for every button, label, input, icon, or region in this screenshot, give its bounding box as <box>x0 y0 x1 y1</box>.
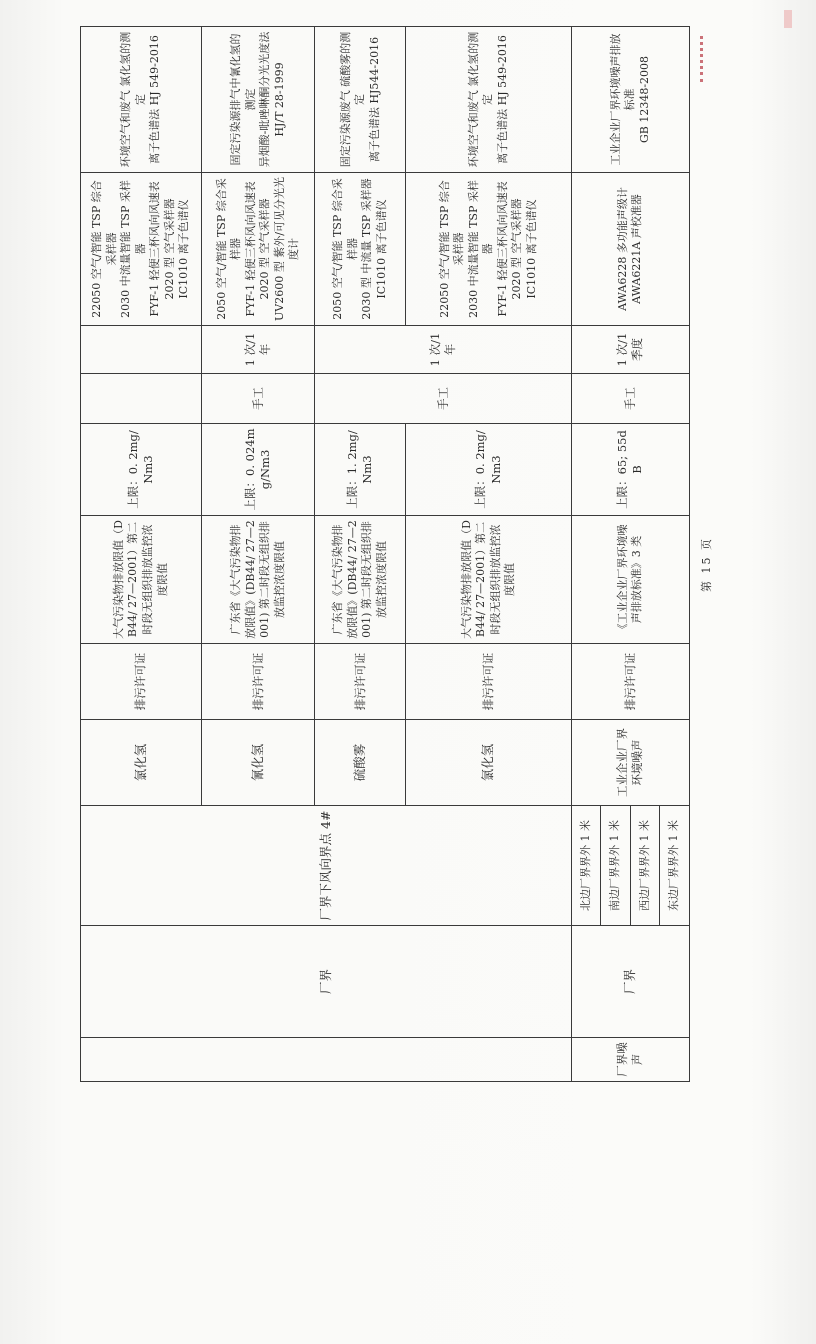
pollutant-cell: 氯化氢 <box>81 720 202 806</box>
limit-cell: 上限：0. 024mg/Nm3 <box>201 424 314 516</box>
noise-instruments-cell: AWA6228 多功能声级计 AWA6221A 声校准器 <box>571 173 689 326</box>
noise-frequency-cell: 1 次/1 季度 <box>571 326 689 374</box>
method-type-cell-empty <box>81 374 202 424</box>
frequency-cell-empty <box>81 326 202 374</box>
page-number: 第 15 页 <box>700 537 713 592</box>
standard-cell: 大气污染物排放限值（DB44/ 27—2001）第二时段无组织排放监控浓度限值 <box>406 516 572 644</box>
instruments-cell: 2050 空气/智能 TSP 综合采样器 FYF-1 轻便三杯风向风速表 2020 型 空气采样器 UV2600 型 紫外/可见分光光度计 <box>201 173 314 326</box>
noise-method-type-cell: 手工 <box>571 374 689 424</box>
instruments-cell: 22050 空气/智能 TSP 综合采样器 2030 中流量智能 TSP 采样器 FYF-1 轻便三杯风向风速表 2020 型 空气采样器 IC1010 离子色谱仪 <box>81 173 202 326</box>
noise-method-cell: 工业企业厂界环境噪声排放标准 GB 12348-2008 <box>571 27 689 173</box>
limit-cell: 上限：0. 2mg/Nm3 <box>406 424 572 516</box>
monitoring-table <box>80 26 690 1082</box>
noise-location-cell: 厂界 <box>571 926 689 1038</box>
instruments-cell: 2050 空气/智能 TSP 综合采样器 2030 型 中流量 TSP 采样器 IC1010 离子色谱仪 <box>315 173 406 326</box>
noise-standard-cell: 《工业企业厂界环境噪声排放标准》3 类 <box>571 516 689 644</box>
type-cell-empty <box>81 1038 572 1082</box>
method-cell: 环境空气和废气 氯化氢的测定 离子色谱法 HJ 549-2016 <box>81 27 202 173</box>
standard-cell: 大气污染物排放限值（DB44/ 27—2001）第二时段无组织排放监控浓度限值 <box>81 516 202 644</box>
location-cell: 厂界 <box>81 926 572 1038</box>
noise-point-cell: 北边厂界界外 1 米 <box>571 806 601 926</box>
pollutant-cell: 氰化氢 <box>201 720 314 806</box>
frequency-cell: 1 次/1 年 <box>201 326 314 374</box>
method-type-cell: 手工 <box>201 374 314 424</box>
noise-limit-cell: 上限：65; 55dB <box>571 424 689 516</box>
rotated-page <box>80 2 713 1082</box>
noise-pollutant-cell: 工业企业厂界环境噪声 <box>571 720 689 806</box>
method-cell: 固定污染源废气 硫酸雾的测定 离子色谱法 HJ544-2016 <box>315 27 406 173</box>
scan-edge-mark <box>784 10 792 28</box>
method-type-cell: 手工 <box>315 374 571 424</box>
noise-type-cell: 厂界噪声 <box>571 1038 689 1082</box>
standard-cell: 广东省《大气污染物排放限值》(DB44/ 27—2001) 第二时段无组织排放监控浓度限值 <box>315 516 406 644</box>
pollutant-cell: 硫酸雾 <box>315 720 406 806</box>
method-cell: 固定污染源排气中氰化氢的测定 异烟酸-吡唑啉酮分光光度法 HJ/T 28-1999 <box>201 27 314 173</box>
table-row <box>81 27 202 1082</box>
method-cell: 环境空气和废气 氯化氢的测定 离子色谱法 HJ 549-2016 <box>406 27 572 173</box>
limit-cell: 上限：1. 2mg/Nm3 <box>315 424 406 516</box>
noise-point-cell: 南边厂界界外 1 米 <box>601 806 631 926</box>
limit-cell: 上限：0. 2mg/Nm3 <box>81 424 202 516</box>
basis-cell: 排污许可证 <box>81 644 202 720</box>
basis-cell: 排污许可证 <box>406 644 572 720</box>
point-cell: 厂界下风向界点 4# <box>81 806 572 926</box>
basis-cell: 排污许可证 <box>201 644 314 720</box>
noise-point-cell: 东边厂界界外 1 米 <box>660 806 690 926</box>
noise-basis-cell: 排污许可证 <box>571 644 689 720</box>
pollutant-cell: 氯化氢 <box>406 720 572 806</box>
table-row <box>571 27 601 1082</box>
basis-cell: 排污许可证 <box>315 644 406 720</box>
red-stamp-mark <box>700 36 713 82</box>
frequency-cell: 1 次/1 年 <box>315 326 571 374</box>
noise-point-cell: 西边厂界界外 1 米 <box>630 806 660 926</box>
standard-cell: 广东省《大气污染物排放限值》(DB44/ 27—2001) 第二时段无组织排放监控浓度限值 <box>201 516 314 644</box>
instruments-cell: 22050 空气/智能 TSP 综合采样器 2030 中流量智能 TSP 采样器 FYF-1 轻便三杯风向风速表 2020 型 空气采样器 IC1010 离子色谱仪 <box>406 173 572 326</box>
